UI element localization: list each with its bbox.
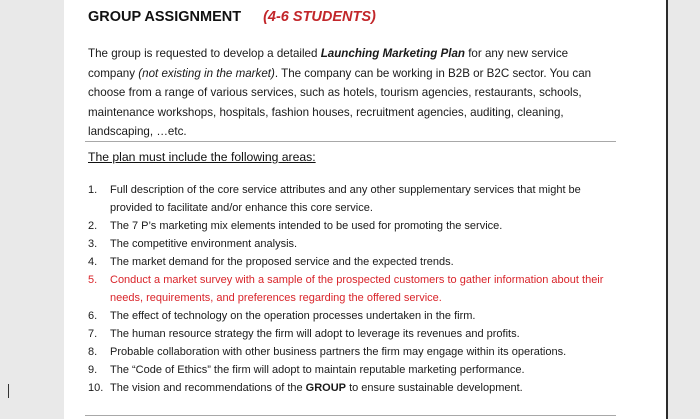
divider-bottom: [85, 415, 616, 416]
item-number: 5.: [88, 274, 98, 286]
intro-text-2: for any new service company: [88, 47, 569, 80]
item-text: The competitive environment analysis.: [110, 238, 298, 250]
intro-text-3: . The company can be working in B2B or B2C sector. You can choose from a range of various services, such as hotels, tourism agencies, restaurants, schools, maintenance workshops, hospitals, fashion houses, recruitment agencies, auditing, cleaning, landscaping, …etc.: [88, 66, 592, 138]
item-text: Full description of the core service attributes and any other supplementary services that might be provided to facilitate and/or enhance this core service.: [110, 184, 581, 214]
list-item: [88, 181, 618, 217]
item-number: 7.: [88, 328, 98, 340]
list-item: [88, 361, 618, 379]
item-number: 6.: [88, 310, 98, 322]
item-number: 8.: [88, 346, 98, 358]
intro-emphasis-plan: Launching Marketing Plan: [320, 47, 465, 60]
item-text: The human resource strategy the firm will adopt to leverage its revenues and profits.: [110, 328, 520, 340]
list-item: [88, 325, 618, 343]
list-item: [88, 217, 618, 235]
item-text-end: to ensure sustainable development.: [346, 382, 523, 394]
item-text: The market demand for the proposed service and the expected trends.: [110, 256, 454, 268]
item-number: 4.: [88, 256, 98, 268]
item-text: The effect of technology on the operation processes undertaken in the firm.: [110, 310, 476, 322]
item-text: The 7 P’s marketing mix elements intended to be used for promoting the service.: [110, 220, 503, 232]
intro-text-1: The group is requested to develop a detailed: [88, 47, 321, 60]
group-size-note: (4-6 STUDENTS): [263, 9, 376, 25]
item-text: Conduct a market survey with a sample of the prospected customers to gather information about their needs, requirements, and preferences regarding the offered service.: [110, 274, 604, 304]
item-text-bold: GROUP: [305, 382, 347, 394]
list-item: [88, 253, 618, 271]
item-number: 3.: [88, 238, 98, 250]
item-number: 2.: [88, 220, 98, 232]
item-number: 10.: [88, 382, 104, 394]
list-item: [88, 343, 618, 361]
plan-heading: The plan must include the following areas:: [88, 150, 316, 164]
list-item: [88, 307, 618, 325]
item-text: Probable collaboration with other business partners the firm may engage within its operations.: [110, 346, 567, 358]
item-number: 1.: [88, 184, 98, 196]
item-number: 9.: [88, 364, 98, 376]
divider-top: [85, 141, 616, 142]
plan-areas-list: [88, 181, 618, 397]
document-page: [64, 0, 668, 419]
item-text: The “Code of Ethics” the firm will adopt to maintain reputable marketing performance.: [110, 364, 525, 376]
list-item: [88, 235, 618, 253]
intro-paragraph: [88, 44, 616, 142]
intro-emphasis-market: (not existing in the market): [138, 66, 275, 80]
list-item: [88, 379, 618, 397]
assignment-title: GROUP ASSIGNMENT: [88, 9, 242, 25]
text-cursor: [8, 384, 9, 398]
assignment-header: [88, 9, 376, 25]
list-item-highlighted: [88, 271, 618, 307]
item-text: The vision and recommendations of the: [110, 382, 306, 394]
